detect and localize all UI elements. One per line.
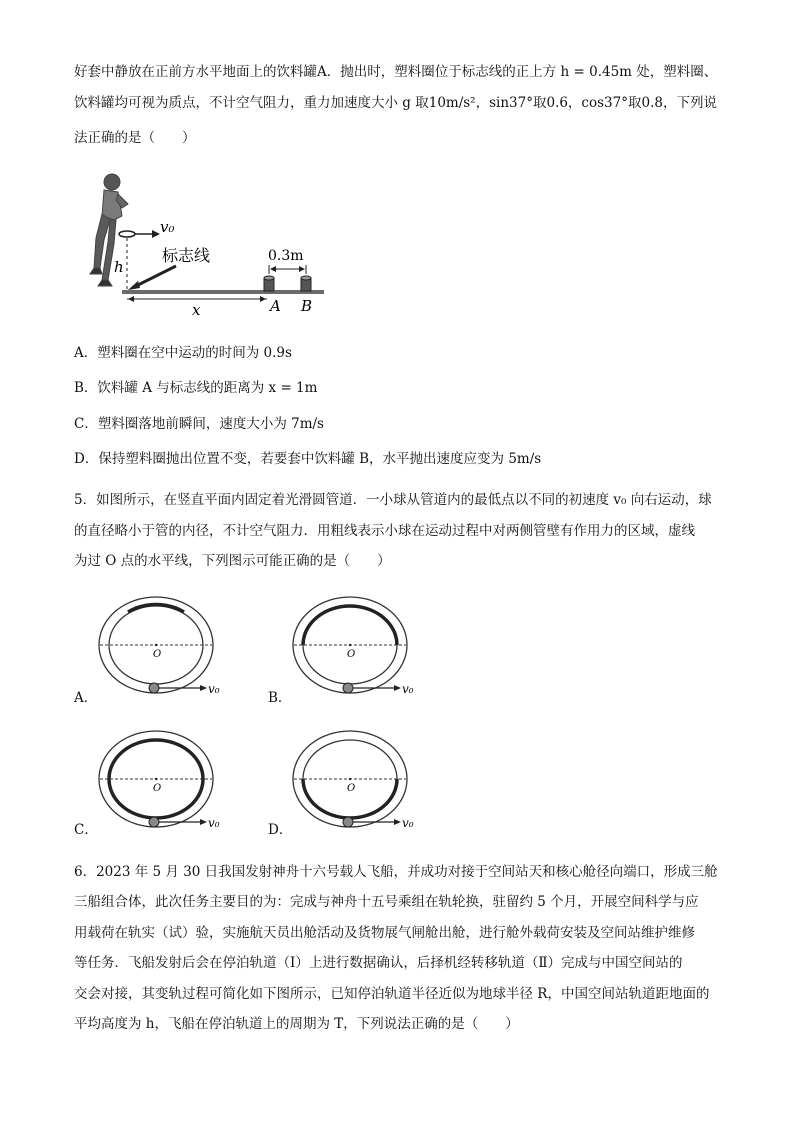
mark-pointer-arrow-icon: [128, 281, 140, 290]
v0-label: v₀: [402, 816, 414, 830]
ground-line: [122, 290, 324, 294]
q5-choice-a-figure: [96, 594, 236, 704]
can-b-label: B: [301, 297, 313, 315]
q5-choice-c-letter: C．: [74, 822, 98, 838]
v0-arrow-icon: [152, 230, 160, 238]
center-o-label: O: [153, 783, 162, 794]
q5-line-3: 为过 O 点的水平线，下列图示可能正确的是（ ）: [74, 553, 391, 569]
q6-line-3: 用载荷在轨实（试）验，实施航天员出舱活动及货物展气闸舱出舱，进行舱外载荷安装及空间站维护维修: [74, 925, 695, 941]
q5-choice-d-figure: [290, 728, 430, 838]
h-label: h: [114, 258, 124, 276]
q5-choice-b-letter: B．: [268, 690, 292, 706]
thick-contact-arc: [128, 604, 184, 612]
v0-label: v₀: [208, 816, 220, 830]
q5-line-2: 的直径略小于管的内径，不计空气阻力．用粗线表示小球在运动过程中对两侧管壁有作用力的区域，虚线: [74, 523, 695, 539]
can-a-label: A: [270, 297, 281, 315]
q5-choice-b-figure: [290, 594, 430, 704]
q4-line-2: 饮料罐均可视为质点，不计空气阻力，重力加速度大小 g 取10m/s²，sin37°取0.6，cos37°取0.8，下列说: [74, 95, 717, 111]
q4-line-1: 好套中静放在正前方水平地面上的饮料罐A．抛出时，塑料圈位于标志线的正上方 h = 0.45m 处，塑料圈、: [74, 64, 718, 80]
q5-choice-a-letter: A．: [74, 690, 98, 706]
q4-line-3: 法正确的是（ ）: [74, 130, 196, 146]
ring-toss-figure: [72, 168, 342, 320]
q4-option-a: A．塑料圈在空中运动的时间为 0.9s: [74, 345, 292, 361]
thick-contact-arc: [303, 606, 397, 645]
q6-line-2: 三船组合体，此次任务主要目的为：完成与神舟十五号乘组在轨轮换，驻留约 5 个月，开展空间科学与应: [74, 894, 699, 910]
q6-line-1: 6．2023 年 5 月 30 日我国发射神舟十六号载人飞船，并成功对接于空间站天和核心舱径向端口，形成三舱: [74, 864, 718, 880]
distance-label: 0.3m: [268, 248, 304, 264]
v0-label: v₀: [160, 218, 175, 236]
q4-option-c: C．塑料圈落地前瞬间，速度大小为 7m/s: [74, 416, 324, 432]
v0-label: v₀: [208, 682, 220, 696]
q4-option-b: B．饮料罐 A 与标志线的距离为 x = 1m: [74, 380, 318, 396]
q5-line-1: 5．如图所示，在竖直平面内固定着光滑圆管道．一小球从管道内的最低点以不同的初速度 v₀ 向右运动，球: [74, 492, 712, 508]
plastic-ring: [119, 231, 135, 237]
x-label: x: [192, 301, 201, 319]
mark-line-label: 标志线: [162, 246, 211, 265]
q6-line-4: 等任务．飞船发射后会在停泊轨道（Ⅰ）上进行数据确认，后择机经转移轨道（Ⅱ）完成与中国空间站的: [74, 955, 683, 971]
q6-line-5: 交会对接，其变轨过程可简化如下图所示，已知停泊轨道半径近似为地球半径 R，中国空间站轨道距地面的: [74, 986, 710, 1002]
v0-label: v₀: [402, 682, 414, 696]
q6-line-6: 平均高度为 h，飞船在停泊轨道上的周期为 T，下列说法正确的是（ ）: [74, 1016, 519, 1032]
q5-choice-c-figure: [96, 728, 236, 838]
q5-choice-d-letter: D．: [268, 822, 293, 838]
q4-option-d: D．保持塑料圈抛出位置不变，若要套中饮料罐 B，水平抛出速度应变为 5m/s: [74, 451, 542, 467]
center-o-label: O: [347, 649, 356, 660]
center-o-label: O: [347, 783, 356, 794]
center-o-label: O: [153, 649, 162, 660]
